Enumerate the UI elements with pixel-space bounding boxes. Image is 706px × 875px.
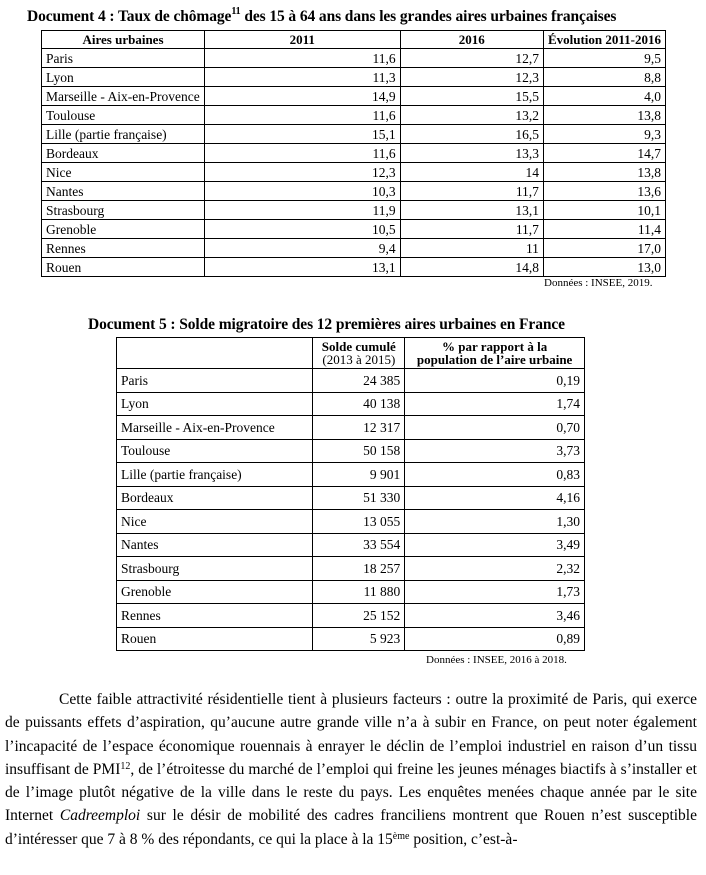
percent-population-cell: 2,32: [405, 557, 585, 581]
evolution-cell: 11,4: [543, 220, 665, 239]
table-row: [42, 163, 666, 182]
percent-population-cell: 4,16: [405, 486, 585, 510]
table-row: [117, 533, 585, 557]
urban-area-cell: Strasbourg: [42, 201, 205, 220]
footnote-ref-12: 12: [120, 760, 131, 772]
cumulative-balance-cell: 11 880: [313, 580, 405, 604]
unemployment-table-header-row: [42, 31, 666, 49]
percent-population-cell: 3,49: [405, 533, 585, 557]
column-header-urban-areas: Aires urbaines: [42, 31, 205, 49]
evolution-cell: 8,8: [543, 68, 665, 87]
percent-population-cell: 1,30: [405, 510, 585, 534]
document-4-source: Données : INSEE, 2019.: [544, 277, 653, 289]
cumulative-balance-cell: 40 138: [313, 392, 405, 416]
rate-2016-cell: 11: [400, 239, 543, 258]
unemployment-table: [41, 30, 666, 277]
migration-table-header-row: [117, 338, 585, 369]
rate-2016-cell: 13,1: [400, 201, 543, 220]
document-4-title: [27, 8, 616, 26]
table-row: [42, 201, 666, 220]
evolution-cell: 9,5: [543, 49, 665, 68]
cumulative-balance-cell: 25 152: [313, 604, 405, 628]
paragraph-italic-cadreemploi: Cadreemploi: [59, 807, 141, 825]
urban-area-cell: Toulouse: [42, 106, 205, 125]
evolution-cell: 10,1: [543, 201, 665, 220]
cumulative-balance-cell: 13 055: [313, 510, 405, 534]
rate-2016-cell: 16,5: [400, 125, 543, 144]
cumulative-balance-cell: 5 923: [313, 627, 405, 651]
column-header-blank: [117, 338, 313, 369]
rate-2016-cell: 12,7: [400, 49, 543, 68]
column-header-cumulative-balance-line2: (2013 à 2015): [322, 352, 396, 367]
evolution-cell: 13,6: [543, 182, 665, 201]
rate-2011-cell: 11,9: [204, 201, 400, 220]
urban-area-cell: Rennes: [42, 239, 205, 258]
table-row: [42, 106, 666, 125]
cumulative-balance-cell: 50 158: [313, 439, 405, 463]
rate-2016-cell: 13,3: [400, 144, 543, 163]
table-row: [117, 580, 585, 604]
rate-2011-cell: 11,6: [204, 106, 400, 125]
rate-2016-cell: 14: [400, 163, 543, 182]
urban-area-cell: Grenoble: [117, 580, 313, 604]
table-row: [42, 125, 666, 144]
percent-population-cell: 0,70: [405, 416, 585, 440]
urban-area-cell: Rennes: [117, 604, 313, 628]
ordinal-suffix: ème: [392, 830, 410, 842]
urban-area-cell: Nantes: [42, 182, 205, 201]
table-row: [117, 369, 585, 393]
rate-2016-cell: 13,2: [400, 106, 543, 125]
table-row: [117, 486, 585, 510]
urban-area-cell: Rouen: [117, 627, 313, 651]
table-row: [42, 49, 666, 68]
document-5-source: Données : INSEE, 2016 à 2018.: [426, 654, 567, 666]
urban-area-cell: Lille (partie française): [117, 463, 313, 487]
urban-area-cell: Lyon: [42, 68, 205, 87]
urban-area-cell: Toulouse: [117, 439, 313, 463]
paragraph-part-1: Cette faible attractivité résidentielle tient à plusieurs facteurs : outre la proximité de Paris, qui exerce de puissants effets d’aspiration, qu’aucune autre grande ville n’a à subir en France, on peut noter également l’incapacité de l’espace économique rouennais à enrayer le déclin de l’emploi industriel en raison d’un tissu insuffisant de PMI: [5, 691, 697, 778]
column-header-percent-line1: % par rapport à la: [442, 339, 548, 354]
percent-population-cell: 0,19: [405, 369, 585, 393]
table-row: [42, 182, 666, 201]
rate-2011-cell: 10,3: [204, 182, 400, 201]
urban-area-cell: Bordeaux: [117, 486, 313, 510]
rate-2016-cell: 11,7: [400, 182, 543, 201]
document-4-title-rest: des 15 à 64 ans dans les grandes aires urbaines françaises: [240, 8, 617, 25]
table-row: [117, 439, 585, 463]
urban-area-cell: Nantes: [117, 533, 313, 557]
table-row: [42, 258, 666, 277]
rate-2011-cell: 9,4: [204, 239, 400, 258]
cumulative-balance-cell: 12 317: [313, 416, 405, 440]
evolution-cell: 13,0: [543, 258, 665, 277]
urban-area-cell: Strasbourg: [117, 557, 313, 581]
table-row: [42, 144, 666, 163]
evolution-cell: 13,8: [543, 163, 665, 182]
rate-2011-cell: 11,6: [204, 144, 400, 163]
rate-2011-cell: 13,1: [204, 258, 400, 277]
cumulative-balance-cell: 18 257: [313, 557, 405, 581]
table-row: [117, 416, 585, 440]
rate-2011-cell: 14,9: [204, 87, 400, 106]
rate-2016-cell: 11,7: [400, 220, 543, 239]
rate-2011-cell: 10,5: [204, 220, 400, 239]
evolution-cell: 4,0: [543, 87, 665, 106]
table-row: [117, 557, 585, 581]
percent-population-cell: 3,46: [405, 604, 585, 628]
body-paragraph: [5, 688, 697, 851]
rate-2011-cell: 12,3: [204, 163, 400, 182]
table-row: [42, 239, 666, 258]
column-header-evolution: Évolution 2011-2016: [543, 31, 665, 49]
percent-population-cell: 1,73: [405, 580, 585, 604]
paragraph-part-4: position, c’est-à-: [409, 830, 518, 848]
column-header-2011: 2011: [204, 31, 400, 49]
percent-population-cell: 0,89: [405, 627, 585, 651]
percent-population-cell: 1,74: [405, 392, 585, 416]
urban-area-cell: Lille (partie française): [42, 125, 205, 144]
column-header-cumulative-balance: [313, 338, 405, 369]
column-header-cumulative-balance-line1: Solde cumulé: [321, 339, 396, 354]
cumulative-balance-cell: 9 901: [313, 463, 405, 487]
table-row: [117, 604, 585, 628]
urban-area-cell: Rouen: [42, 258, 205, 277]
table-row: [117, 627, 585, 651]
column-header-2016: 2016: [400, 31, 543, 49]
evolution-cell: 13,8: [543, 106, 665, 125]
evolution-cell: 17,0: [543, 239, 665, 258]
table-row: [42, 220, 666, 239]
evolution-cell: 9,3: [543, 125, 665, 144]
paragraph-part-2: , de l’étroitesse du marché de l’emploi qui freine les jeunes ménages biactifs à s’installer et de l’image plutôt négative de la ville dans le reste du pays. Les enquêtes menées chaque année par le site Internet: [5, 760, 697, 825]
urban-area-cell: Marseille - Aix-en-Provence: [42, 87, 205, 106]
table-row: [117, 510, 585, 534]
urban-area-cell: Paris: [42, 49, 205, 68]
rate-2011-cell: 11,6: [204, 49, 400, 68]
migration-balance-table: [116, 337, 585, 651]
urban-area-cell: Bordeaux: [42, 144, 205, 163]
table-row: [42, 87, 666, 106]
document-4-title-main: Document 4 : Taux de chômage: [27, 8, 232, 25]
rate-2016-cell: 14,8: [400, 258, 543, 277]
document-5-title: Document 5 : Solde migratoire des 12 premières aires urbaines en France: [88, 316, 565, 333]
urban-area-cell: Nice: [42, 163, 205, 182]
cumulative-balance-cell: 51 330: [313, 486, 405, 510]
urban-area-cell: Grenoble: [42, 220, 205, 239]
paragraph-part-3: sur le désir de mobilité des cadres franciliens montrent que Rouen n’est susceptible d’intéresser que 7 à 8 % des répondants, ce qui la place à la 15: [5, 807, 697, 848]
urban-area-cell: Paris: [117, 369, 313, 393]
column-header-percent-population: [405, 338, 585, 369]
table-row: [42, 68, 666, 87]
table-row: [117, 463, 585, 487]
urban-area-cell: Nice: [117, 510, 313, 534]
cumulative-balance-cell: 24 385: [313, 369, 405, 393]
rate-2011-cell: 15,1: [204, 125, 400, 144]
urban-area-cell: Marseille - Aix-en-Provence: [117, 416, 313, 440]
evolution-cell: 14,7: [543, 144, 665, 163]
urban-area-cell: Lyon: [117, 392, 313, 416]
footnote-ref-11: 11: [231, 6, 241, 17]
rate-2011-cell: 11,3: [204, 68, 400, 87]
column-header-percent-line2: population de l’aire urbaine: [416, 352, 573, 367]
cumulative-balance-cell: 33 554: [313, 533, 405, 557]
percent-population-cell: 0,83: [405, 463, 585, 487]
rate-2016-cell: 12,3: [400, 68, 543, 87]
percent-population-cell: 3,73: [405, 439, 585, 463]
table-row: [117, 392, 585, 416]
rate-2016-cell: 15,5: [400, 87, 543, 106]
